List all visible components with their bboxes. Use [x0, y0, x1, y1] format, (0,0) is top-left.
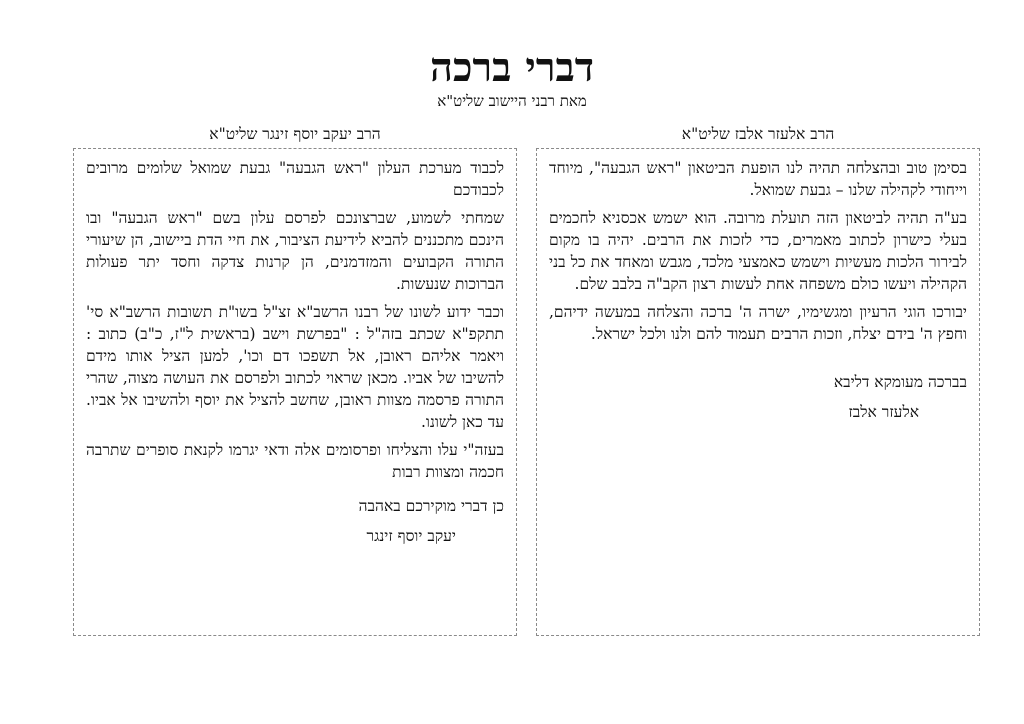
paragraph: שמחתי לשמוע, שברצונכם לפרסם עלון בשם "ראש הגבעה" ובו הינכם מתכננים להביא לידיעת הציבור, את חיי הדת ביישוב, הן שיעורי התורה הקבועים והמזדמנים, הן קרנות צדקה וחסד יתר פעולות הברוכות שנעשות. [86, 209, 504, 293]
paragraph: בעזה"י עלו והצליחו ופרסומים אלה ודאי יגרמו לקנאת סופרים שתרבה חכמה ומצוות רבות [86, 441, 504, 481]
paragraph: בע"ה תהיה לביטאון הזה תועלת מרובה. הוא ישמש אכסניא לחכמים בעלי כישרון לכתוב מאמרים, כדי לזכות את הרבים. יהיה בו מקום לבירור הלכות מעשיות וישמש כאמצעי מלכד, מגבש ומאחד את כל בני הקהילה ויעשו כולם משפחה אחת לעשות רצון הקב"ה בלבב שלם. [549, 209, 967, 293]
signature: יעקב יוסף זינגר [366, 527, 456, 545]
closing-line: כן דברי מוקירכם באהבה [358, 497, 504, 515]
paragraph: לכבוד מערכת העלון "ראש הגבעה" גבעת שמואל שלומים מרובים לכבודכם [86, 159, 504, 199]
signature: אלעזר אלבז [848, 403, 919, 421]
page-title: דברי ברכה [429, 44, 595, 91]
right-column [536, 124, 980, 636]
paragraph: בסימן טוב ובהצלחה תהיה לנו הופעת הביטאון "ראש הגבעה", מיוחד וייחודי לקהילה שלנו – גבעת שמואל. [549, 159, 967, 199]
left-column-header: הרב יעקב יוסף זינגר שליט"א [209, 125, 381, 143]
paragraph: יבורכו הוגי הרעיון ומגשימיו, ישרה ה' ברכה והצלחה במעשה ידיהם, וחפץ ה' בידם יצלח, וזכות הרבים תעמוד להם ולנו ולכל ישראל. [549, 303, 967, 343]
right-column-text-box [536, 148, 980, 636]
closing-line: בברכה מעומקא דליבא [833, 373, 967, 391]
right-column-header: הרב אלעזר אלבז שליט"א [681, 125, 835, 143]
paragraph: וכבר ידוע לשונו של רבנו הרשב"א זצ"ל בשו"ת תשובות הרשב"א סי' תתקפ"א שכתב בזה"ל : "בפרשת וישב (בראשית ל"ז, כ"ב) כתוב : ויאמר אליהם ראובן, אל תשפכו דם וכו', למען הציל אותו מידם להשיבו של אביו. מכאן שראוי לכתוב ולפרסם את העושה מצוה, שהרי התורה פרסמה מצוות ראובן, שחשב להציל את יוסף ולהשיבו אל אביו. עד כאן לשונו. [86, 303, 504, 431]
left-column [73, 124, 517, 636]
right-column-closing-block [549, 367, 967, 427]
left-column-closing-block [86, 491, 504, 551]
page-subtitle: מאת רבני היישוב שליט"א [437, 92, 587, 110]
left-column-text-box [73, 148, 517, 636]
